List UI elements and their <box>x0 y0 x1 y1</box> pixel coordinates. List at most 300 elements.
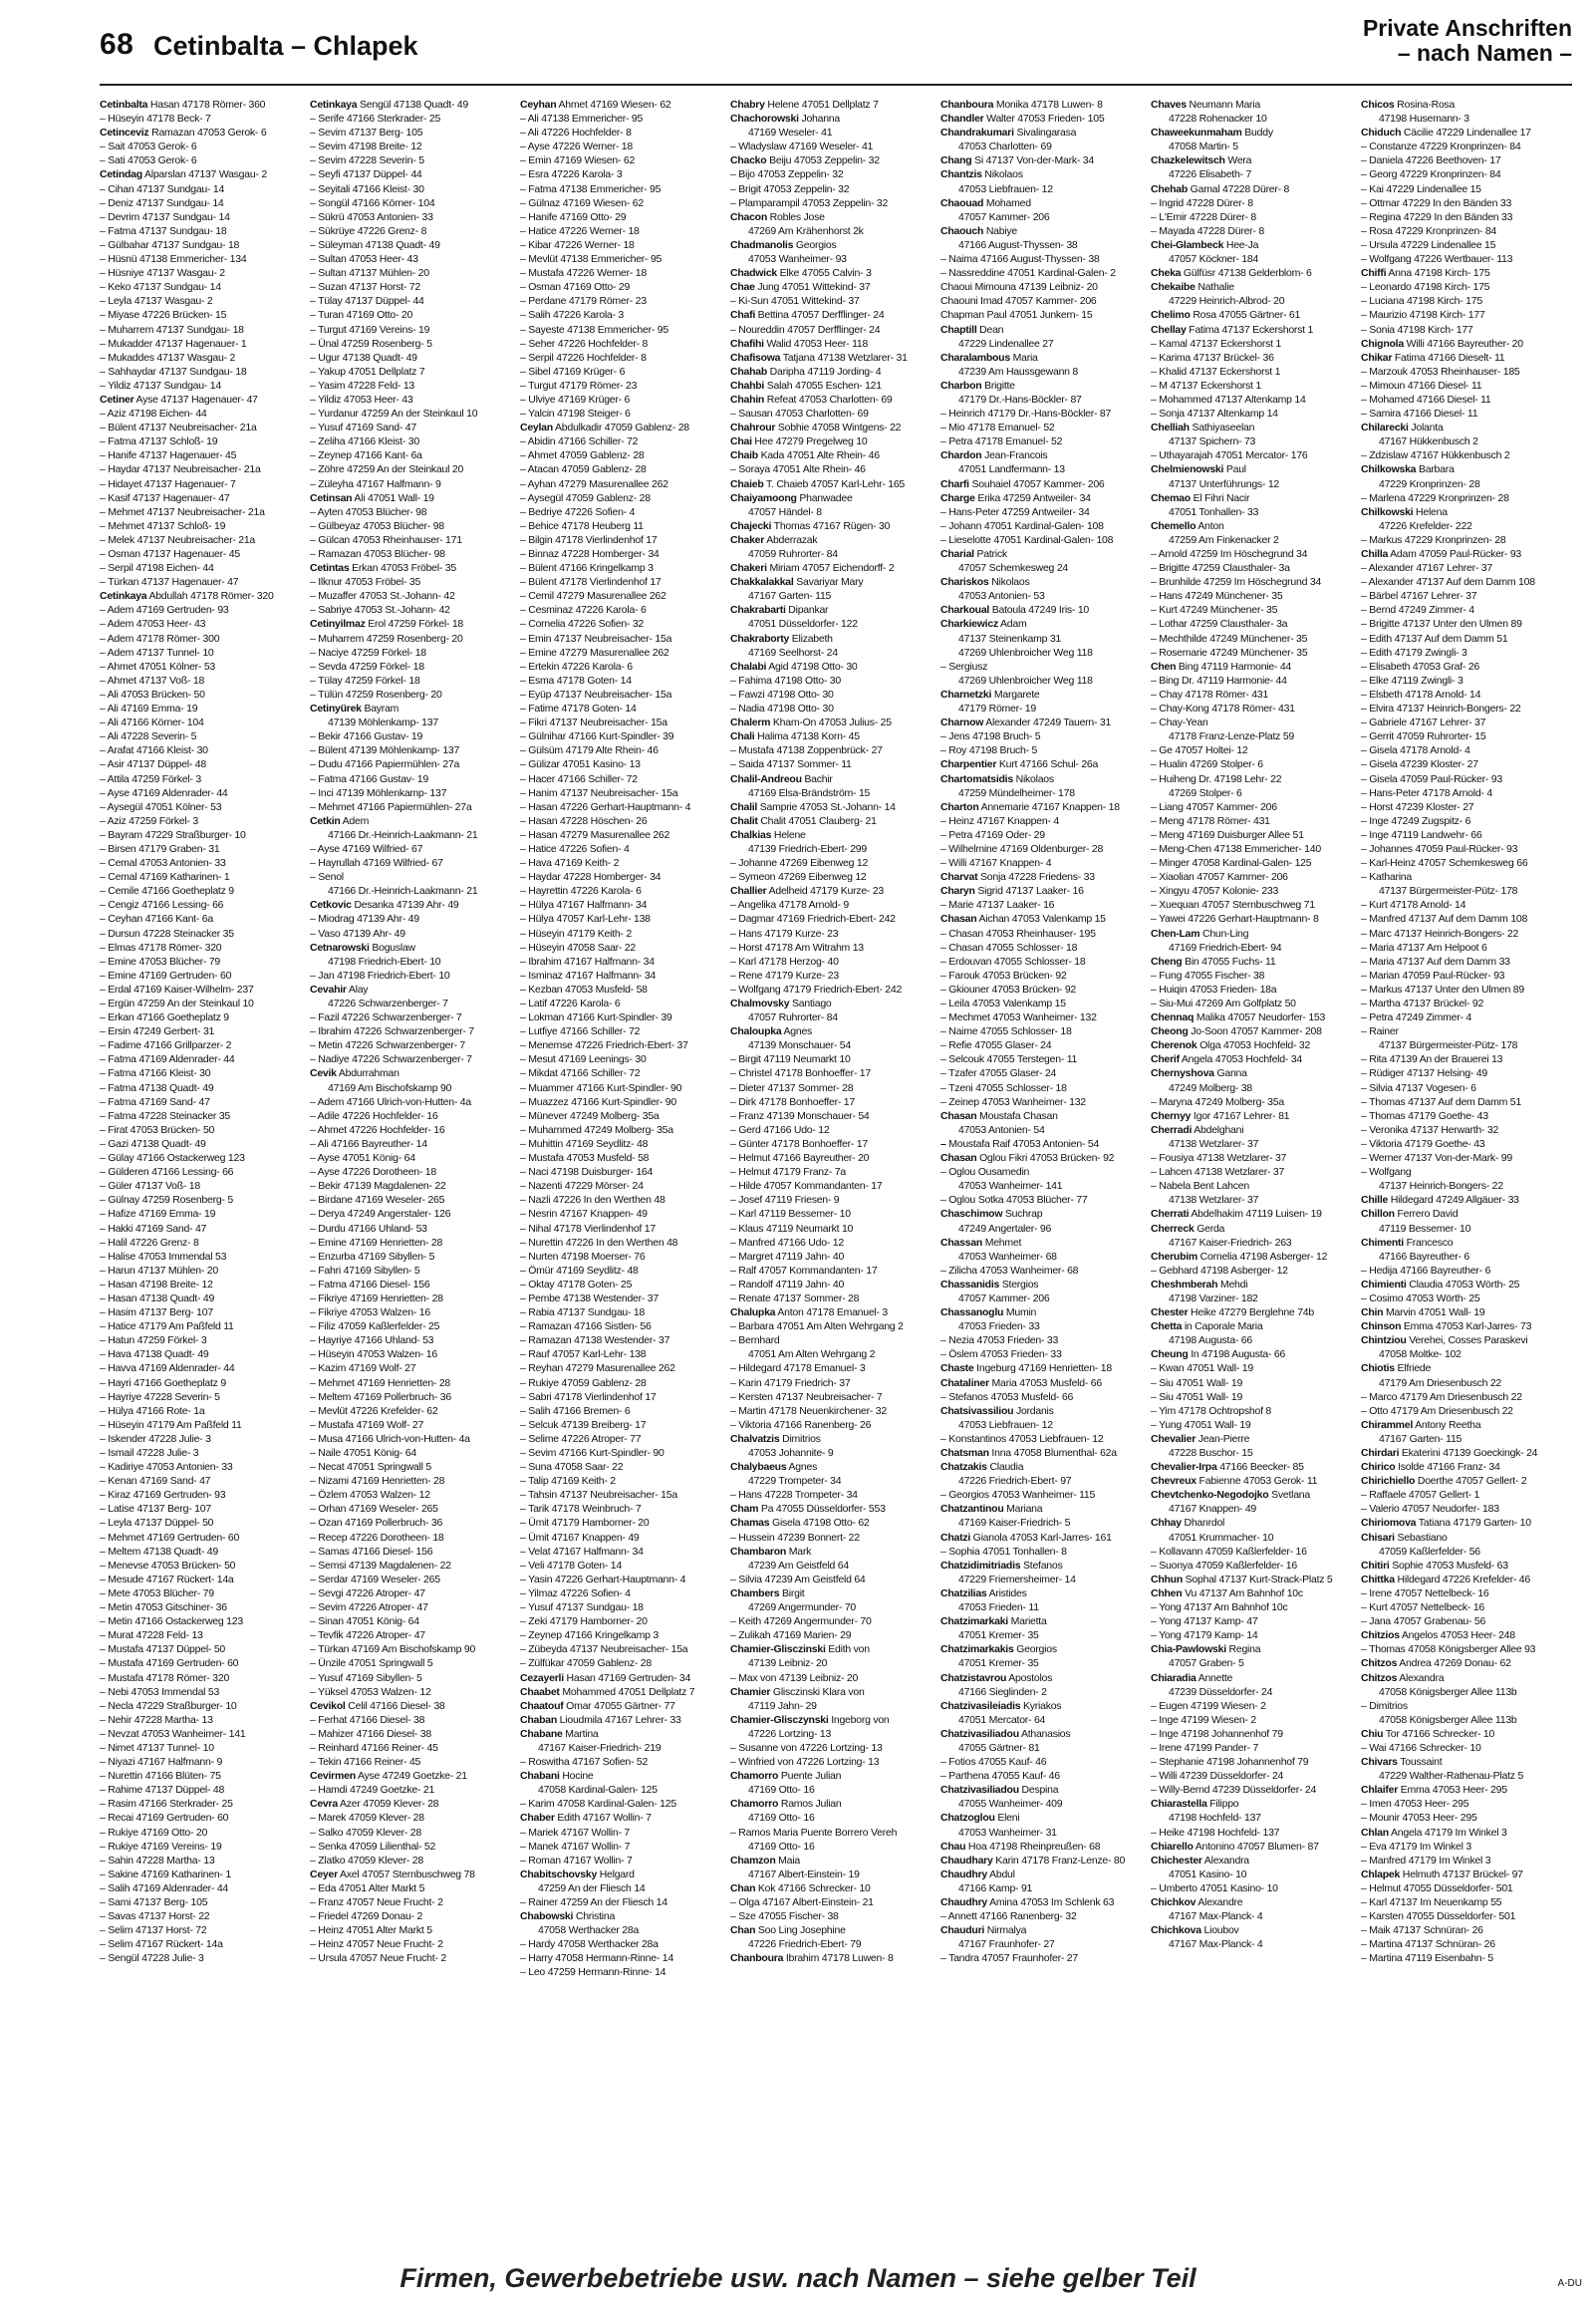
directory-entry: – Fatma 47138 Quadt- 49 <box>100 1081 214 1094</box>
directory-entry: – Willi 47239 Düsseldorfer- 24 <box>1151 1770 1284 1783</box>
directory-entry: – Xiaolian 47057 Kammer- 206 <box>1151 871 1288 884</box>
directory-entry: – Ki-Sun 47051 Wittekind- 37 <box>730 295 860 308</box>
directory-entry-surname: Chaschimow Suchrap <box>940 1208 1043 1221</box>
directory-entry: – Siu 47051 Wall- 19 <box>1151 1390 1243 1403</box>
directory-entry: – Fotios 47055 Kauf- 46 <box>940 1756 1047 1769</box>
directory-entry: – Selcouk 47055 Terstegen- 11 <box>940 1053 1078 1066</box>
directory-entry: – Aysegül 47051 Kölner- 53 <box>100 800 222 813</box>
directory-entry: – Emine 47169 Henrietten- 28 <box>310 1236 443 1249</box>
directory-entry-surname: Chlaifer Emma 47053 Heer- 295 <box>1361 1784 1507 1797</box>
directory-entry: 47057 Schemkesweg 24 <box>958 562 1068 575</box>
directory-entry-surname: Chlapek Helmuth 47137 Brückel- 97 <box>1361 1867 1523 1880</box>
directory-entry-surname: Chazkelewitsch Wera <box>1151 154 1252 167</box>
directory-entry: 47226 Lortzing- 13 <box>748 1727 832 1740</box>
directory-entry-surname: Cetiner Ayse 47137 Hagenauer- 47 <box>100 393 258 406</box>
directory-entry: – Hüseyin 47053 Walzen- 16 <box>310 1348 437 1361</box>
directory-entry: – Saida 47137 Sommer- 11 <box>730 758 852 771</box>
directory-entry: 47166 Bayreuther- 6 <box>1379 1250 1469 1263</box>
directory-entry: 47057 Köckner- 184 <box>1169 253 1259 266</box>
directory-entry: – Thomas 47137 Auf dem Damm 51 <box>1361 1095 1521 1108</box>
directory-entry: – Suna 47058 Saar- 22 <box>520 1461 624 1474</box>
directory-entry-surname: Cetinceviz Ramazan 47053 Gerok- 6 <box>100 127 267 140</box>
directory-entry-surname: Chevalier Jean-Pierre <box>1151 1432 1250 1445</box>
directory-entry: – Angelika 47178 Arnold- 9 <box>730 899 850 912</box>
directory-entry: – Keith 47269 Angermunder- 70 <box>730 1615 872 1628</box>
directory-entry: – Emin 47137 Neubreisacher- 15a <box>520 632 672 645</box>
directory-entry: – Zeliha 47166 Kleist- 30 <box>310 435 419 448</box>
directory-entry: – Tülay 47137 Düppel- 44 <box>310 295 424 308</box>
directory-entry: – Gülbeyaz 47053 Blücher- 98 <box>310 519 444 532</box>
directory-entry: 47167 Max-Planck- 4 <box>1169 1938 1263 1951</box>
directory-entry: 47057 Händel- 8 <box>748 505 822 518</box>
directory-entry: – Bülent 47178 Vierlindenhof 17 <box>520 576 662 589</box>
directory-entry-surname: Chilarecki Jolanta <box>1361 422 1444 434</box>
directory-entry: – Mesude 47167 Rückert- 14a <box>100 1573 234 1585</box>
directory-entry-surname: Chakeri Miriam 47057 Eichendorff- 2 <box>730 562 895 575</box>
directory-entry: – Salih 47166 Bremen- 6 <box>520 1404 631 1417</box>
directory-entry-surname: Chicos Rosina-Rosa <box>1361 99 1456 111</box>
directory-entry: – Behice 47178 Heuberg 11 <box>520 519 644 532</box>
directory-entry: – Osman 47169 Otto- 29 <box>520 281 631 294</box>
directory-entry: – Hasan 47228 Höschen- 26 <box>520 814 648 827</box>
directory-entry: – Ottmar 47229 In den Bänden 33 <box>1361 196 1512 209</box>
directory-entry: – Dieter 47137 Sommer- 28 <box>730 1081 854 1094</box>
directory-entry: – Sami 47137 Berg- 105 <box>100 1896 208 1908</box>
directory-entry: – Turan 47169 Otto- 20 <box>310 309 413 322</box>
directory-entry: – Chay 47178 Römer- 431 <box>1151 688 1268 701</box>
directory-entry: – Lokman 47166 Kurt-Spindler- 39 <box>520 1011 672 1024</box>
directory-entry: 47198 Friedrich-Ebert- 10 <box>328 955 441 968</box>
directory-entry-surname: Charkiewicz Adam <box>940 618 1027 631</box>
directory-entry: – Menevse 47053 Brücken- 50 <box>100 1559 236 1572</box>
directory-entry: – Marian 47059 Paul-Rücker- 93 <box>1361 969 1505 982</box>
directory-entry: – Naciye 47259 Förkel- 18 <box>310 646 426 659</box>
directory-entry: 47179 Dr.-Hans-Böckler- 87 <box>958 393 1082 406</box>
directory-entry-surname: Chambaron Mark <box>730 1545 812 1558</box>
directory-entry: – Seyfi 47137 Düppel- 44 <box>310 168 422 181</box>
directory-entry: 47139 Friedrich-Ebert- 299 <box>748 842 867 855</box>
directory-entry: – Adile 47226 Hochfelder- 16 <box>310 1109 438 1122</box>
directory-entry: – Muzaffer 47053 St.-Johann- 42 <box>310 590 455 603</box>
directory-entry: – Aziz 47198 Eichen- 44 <box>100 408 207 421</box>
directory-entry: – Sonia 47198 Kirch- 177 <box>1361 323 1473 336</box>
directory-entry: – Willi 47167 Knappen- 4 <box>940 857 1052 870</box>
directory-entry-surname: Chakraborty Elizabeth <box>730 632 833 645</box>
directory-entry: – Karl 47137 Im Neuenkamp 55 <box>1361 1896 1502 1908</box>
directory-entry-surname: Chernyshova Ganna <box>1151 1067 1247 1080</box>
directory-entry: – Eda 47051 Alter Markt 5 <box>310 1881 425 1894</box>
directory-entry: – Minger 47058 Kardinal-Galen- 125 <box>1151 857 1312 870</box>
directory-entry-surname: Cham Pa 47055 Düsseldorfer- 553 <box>730 1503 886 1516</box>
directory-entry: – Gebhard 47198 Asberger- 12 <box>1151 1264 1288 1277</box>
directory-entry: – Salih 47226 Karola- 3 <box>520 309 624 322</box>
directory-entry: – Meltem 47138 Quadt- 49 <box>100 1545 218 1558</box>
directory-entry: – Wladyslaw 47169 Weseler- 41 <box>730 141 874 153</box>
directory-entry: – Eyüp 47137 Neubreisacher- 15a <box>520 688 672 701</box>
directory-entry: – Friedel 47269 Donau- 2 <box>310 1910 423 1923</box>
directory-entry-surname: Chalvatzis Dimitrios <box>730 1432 821 1445</box>
directory-entry: – Sausan 47053 Charlotten- 69 <box>730 408 869 421</box>
directory-entry: – Günter 47178 Bonhoeffer- 17 <box>730 1137 868 1150</box>
directory-entry: – Jan 47198 Friedrich-Ebert- 10 <box>310 969 450 982</box>
directory-entry: 47053 Wanheimer- 141 <box>958 1180 1063 1193</box>
directory-entry: – Max von 47139 Leibniz- 20 <box>730 1671 859 1684</box>
directory-entry: – Fikriye 47053 Walzen- 16 <box>310 1306 430 1319</box>
directory-entry: – Brigitte 47137 Unter den Ulmen 89 <box>1361 618 1522 631</box>
directory-entry: – Hava 47138 Quadt- 49 <box>100 1348 209 1361</box>
directory-entry: – Fatma 47138 Emmericher- 95 <box>520 182 662 195</box>
directory-entry: – Sabriye 47053 St.-Johann- 42 <box>310 604 450 617</box>
directory-entry: – Karim 47058 Kardinal-Galen- 125 <box>520 1798 676 1811</box>
directory-entry-surname: Chetta in Caporale Maria <box>1151 1320 1263 1333</box>
directory-entry-surname: Chadmanolis Georgios <box>730 238 837 251</box>
directory-entry: – Muhammed 47249 Molberg- 35a <box>520 1123 673 1136</box>
directory-entry: – Brigit 47053 Zeppelin- 32 <box>730 182 850 195</box>
directory-entry-surname: Charyn Sigrid 47137 Laaker- 16 <box>940 885 1084 898</box>
directory-entry: – Tevfik 47226 Atroper- 47 <box>310 1629 425 1642</box>
directory-entry: – Süleyman 47138 Quadt- 49 <box>310 238 440 251</box>
directory-entry-surname: Chilkowska Barbara <box>1361 463 1455 476</box>
directory-entry: 47058 Werthacker 28a <box>538 1924 640 1937</box>
directory-entry: Chaouni Imad 47057 Kammer- 206 <box>940 295 1097 308</box>
directory-entry: – Tülün 47259 Rosenberg- 20 <box>310 688 442 701</box>
directory-entry-surname: Cetintas Erkan 47053 Fröbel- 35 <box>310 562 456 575</box>
directory-entry: – Nehir 47228 Martha- 13 <box>100 1713 213 1726</box>
directory-entry: 47055 Gärtner- 81 <box>958 1741 1040 1754</box>
directory-entry-surname: Chiriomova Tatiana 47179 Garten- 10 <box>1361 1517 1531 1530</box>
directory-entry: 47167 Kaiser-Friedrich- 263 <box>1169 1236 1292 1249</box>
directory-entry: Chapman Paul 47051 Junkern- 15 <box>940 309 1093 322</box>
directory-entry-surname: Chassanidis Stergios <box>940 1278 1039 1291</box>
directory-entry: – Ayse 47051 König- 64 <box>310 1152 415 1165</box>
directory-entry: – Musa 47166 Ulrich-von-Hutten- 4a <box>310 1432 470 1445</box>
directory-entry: – Turgut 47169 Vereins- 19 <box>310 323 430 336</box>
directory-entry-surname: Chanboura Monika 47178 Luwen- 8 <box>940 99 1103 111</box>
directory-entry: – Randolf 47119 Jahn- 40 <box>730 1278 845 1291</box>
directory-entry: – Elvira 47137 Heinrich-Bongers- 22 <box>1361 703 1521 716</box>
directory-entry-surname: Cheng Bin 47055 Fuchs- 11 <box>1151 955 1276 968</box>
directory-entry: – Cihan 47137 Sundgau- 14 <box>100 182 225 195</box>
directory-entry: – Kasif 47137 Hagenauer- 47 <box>100 491 230 504</box>
directory-entry: – Suonya 47059 Kaßlerfelder- 16 <box>1151 1559 1297 1572</box>
directory-entry: 47166 Dr.-Heinrich-Laakmann- 21 <box>328 828 478 841</box>
directory-entry-surname: Chabane Martina <box>520 1727 599 1740</box>
directory-entry-surname: Chelliah Sathiyaseelan <box>1151 422 1255 434</box>
directory-entry-surname: Chantzis Nikolaos <box>940 168 1023 181</box>
directory-entry: 47198 Varziner- 182 <box>1169 1292 1258 1304</box>
directory-entry: – Brigitte 47259 Clausthaler- 3a <box>1151 562 1290 575</box>
directory-entry: – Muammer 47166 Kurt-Spindler- 90 <box>520 1081 682 1094</box>
directory-entry: – L'Emir 47228 Dürer- 8 <box>1151 210 1256 223</box>
directory-entry-surname: Chahin Refeat 47053 Charlotten- 69 <box>730 393 893 406</box>
directory-entry-surname: Chatzidimitriadis Stefanos <box>940 1559 1063 1572</box>
directory-entry: – Naci 47198 Duisburger- 164 <box>520 1166 654 1179</box>
directory-entry: – Petra 47169 Oder- 29 <box>940 828 1045 841</box>
directory-entry-surname: Chabitschovsky Helgard <box>520 1867 635 1880</box>
directory-entry: – Asir 47137 Düppel- 48 <box>100 758 206 771</box>
directory-entry: – Karl 47178 Herzog- 40 <box>730 955 839 968</box>
section-title-line2: – nach Namen – <box>1397 40 1572 66</box>
directory-entry-surname: Cevirmen Ayse 47249 Goetzke- 21 <box>310 1770 467 1783</box>
directory-entry-surname: Cezayerli Hasan 47169 Gertruden- 34 <box>520 1671 691 1684</box>
directory-entry: – Liang 47057 Kammer- 206 <box>1151 800 1277 813</box>
directory-entry-surname: Cheong Jo-Soon 47057 Kammer- 208 <box>1151 1025 1322 1038</box>
directory-entry: – Dudu 47166 Papiermühlen- 27a <box>310 758 460 771</box>
directory-entry: – Hayriye 47228 Severin- 5 <box>100 1390 220 1403</box>
directory-entry: – Gkiouner 47053 Brücken- 92 <box>940 983 1077 996</box>
directory-entry: – Hans 47179 Kurze- 23 <box>730 927 839 940</box>
directory-entry: 47137 Bürgermeister-Pütz- 178 <box>1379 1039 1518 1052</box>
directory-entry: – Erdouvan 47055 Schlosser- 18 <box>940 955 1086 968</box>
directory-entry: – Wolfgang <box>1361 1166 1412 1179</box>
directory-entry: – Hüsniye 47137 Wasgau- 2 <box>100 267 225 280</box>
directory-entry: – Ugur 47138 Quadt- 49 <box>310 351 417 364</box>
directory-entry: – Yusuf 47137 Sundgau- 18 <box>520 1601 644 1614</box>
directory-entry-surname: Chillon Ferrero David <box>1361 1208 1459 1221</box>
directory-entry: – Mehmet 47137 Neubreisacher- 21a <box>100 505 265 518</box>
directory-entry-surname: Chiffi Anna 47198 Kirch- 175 <box>1361 267 1490 280</box>
directory-entry-surname: Cherradi Abdelghani <box>1151 1123 1244 1136</box>
directory-entry: – Zeki 47179 Hamborner- 20 <box>520 1615 648 1628</box>
directory-entry: – Serife 47166 Sterkrader- 25 <box>310 113 441 126</box>
directory-entry: – Havva 47169 Aldenrader- 44 <box>100 1362 235 1375</box>
directory-entry: – Emine 47169 Gertruden- 60 <box>100 969 232 982</box>
directory-entry-surname: Chardon Jean-Francois <box>940 449 1048 462</box>
directory-entry: – Leila 47053 Valenkamp 15 <box>940 998 1066 1009</box>
directory-entry: – Elke 47119 Zwingli- 3 <box>1361 674 1463 687</box>
directory-entry: – Hakki 47169 Sand- 47 <box>100 1222 207 1235</box>
directory-entry: – Emine 47053 Blücher- 79 <box>100 955 220 968</box>
directory-entry: – Horst 47239 Kloster- 27 <box>1361 800 1474 813</box>
directory-entry: – Nizami 47169 Henrietten- 28 <box>310 1475 445 1488</box>
directory-entry-surname: Cetinbalta Hasan 47178 Römer- 360 <box>100 99 266 111</box>
directory-entry-surname: Chehab Gamal 47228 Dürer- 8 <box>1151 182 1290 195</box>
directory-entry: – Heinz 47167 Knappen- 4 <box>940 814 1059 827</box>
directory-entry-surname: Chaban Lioudmila 47167 Lehrer- 33 <box>520 1713 681 1726</box>
directory-entry: – Kwan 47051 Wall- 19 <box>1151 1362 1253 1375</box>
directory-entry-surname: Cherenok Olga 47053 Hochfeld- 32 <box>1151 1039 1311 1052</box>
directory-entry: – Josef 47119 Friesen- 9 <box>730 1194 840 1207</box>
directory-entry: – Mohammed 47137 Altenkamp 14 <box>1151 393 1306 406</box>
directory-entry: – Erkan 47166 Goetheplatz 9 <box>100 1011 229 1024</box>
directory-entry-surname: Chaber Edith 47167 Wollin- 7 <box>520 1812 652 1825</box>
directory-entry: 47051 Kremer- 35 <box>958 1657 1039 1670</box>
directory-entry-surname: Chatzoglou Eleni <box>940 1812 1020 1825</box>
directory-column-3 <box>520 98 727 2270</box>
directory-entry: – Ramazan 47053 Blücher- 98 <box>310 548 445 560</box>
directory-entry: – Hans 47228 Trompeter- 34 <box>730 1489 858 1502</box>
directory-entry: – Ahmet 47059 Gablenz- 28 <box>520 449 645 462</box>
directory-entry-surname: Chatzimarkakis Georgios <box>940 1643 1057 1656</box>
directory-entry-surname: Chitiri Sophie 47053 Musfeld- 63 <box>1361 1559 1508 1572</box>
directory-entry: – Bilgin 47178 Vierlindenhof 17 <box>520 533 658 546</box>
directory-entry: – Willy-Bernd 47239 Düsseldorfer- 24 <box>1151 1784 1317 1797</box>
directory-entry: – Ismail 47228 Julie- 3 <box>100 1447 199 1459</box>
directory-entry: – Wolfgang 47226 Wertbauer- 113 <box>1361 253 1513 266</box>
directory-entry: – Rosa 47229 Kronprinzen- 84 <box>1361 224 1497 237</box>
directory-entry: – Hacer 47166 Schiller- 72 <box>520 772 638 785</box>
directory-entry: – Adem 47178 Römer- 300 <box>100 632 220 645</box>
directory-entry: 47051 Mercator- 64 <box>958 1713 1046 1726</box>
directory-entry: – Daniela 47226 Beethoven- 17 <box>1361 154 1501 167</box>
directory-entry: – Senol <box>310 871 344 884</box>
directory-entry-surname: Chaweekunmaham Buddy <box>1151 127 1273 140</box>
directory-entry: – Fatma 47137 Sundgau- 18 <box>100 224 227 237</box>
directory-entry-surname: Charnow Alexander 47249 Tauern- 31 <box>940 717 1112 729</box>
directory-entry: – Sevim 47198 Breite- 12 <box>310 141 422 153</box>
directory-entry: – Nebi 47053 Immendal 53 <box>100 1685 220 1698</box>
directory-entry-surname: Chirico Isolde 47166 Franz- 34 <box>1361 1461 1500 1474</box>
directory-entry: 47239 Am Geistfeld 64 <box>748 1559 849 1572</box>
directory-entry: – Constanze 47229 Kronprinzen- 84 <box>1361 141 1521 153</box>
directory-entry-surname: Chalybaeus Agnes <box>730 1461 818 1474</box>
directory-entry: – Inge 47199 Wiesen- 2 <box>1151 1713 1256 1726</box>
directory-entry: – Ulviye 47169 Krüger- 6 <box>520 393 631 406</box>
directory-entry: – Stefanos 47053 Musfeld- 66 <box>940 1390 1074 1403</box>
directory-entry: – Esra 47226 Karola- 3 <box>520 168 623 181</box>
directory-entry: – Marzouk 47053 Rheinhauser- 185 <box>1361 365 1520 378</box>
directory-entry: – Ali 47226 Hochfelder- 8 <box>520 127 632 140</box>
directory-entry: – Nadiye 47226 Schwarzenberger- 7 <box>310 1053 472 1066</box>
directory-entry: 47057 Graben- 5 <box>1169 1657 1244 1670</box>
directory-entry-surname: Cetnarowski Boguslaw <box>310 941 415 954</box>
directory-entry: – Isminaz 47167 Halfmann- 34 <box>520 969 656 982</box>
directory-entry: – Meltem 47169 Pollerbruch- 36 <box>310 1390 451 1403</box>
directory-entry: – Muhittin 47169 Seydlitz- 48 <box>520 1137 649 1150</box>
directory-entry: – Niyazi 47167 Halfmann- 9 <box>100 1756 223 1769</box>
directory-entry: – Rüdiger 47137 Helsing- 49 <box>1361 1067 1487 1080</box>
directory-entry-surname: Chajecki Thomas 47167 Rügen- 30 <box>730 519 891 532</box>
directory-entry: – Bekir 47166 Gustav- 19 <box>310 730 423 743</box>
directory-entry: – Soraya 47051 Alte Rhein- 46 <box>730 463 866 476</box>
directory-entry: – Roman 47167 Wollin- 7 <box>520 1854 633 1867</box>
directory-entry: – Adem 47137 Tunnel- 10 <box>100 646 214 659</box>
directory-entry: – Umberto 47051 Kasino- 10 <box>1151 1881 1278 1894</box>
directory-entry-surname: Chatsivassiliou Jordanis <box>940 1404 1054 1417</box>
directory-entry-surname: Chintziou Verehei, Cosses Paraskevi <box>1361 1334 1528 1347</box>
directory-entry: – Gisela 47178 Arnold- 4 <box>1361 744 1470 757</box>
directory-entry: – Kollavann 47059 Kaßlerfelder- 16 <box>1151 1545 1307 1558</box>
directory-entry: – Nurten 47198 Moerser- 76 <box>520 1250 646 1263</box>
directory-entry: 47166 Dr.-Heinrich-Laakmann- 21 <box>328 885 478 898</box>
directory-entry-surname: Chatzi Gianola 47053 Karl-Jarres- 161 <box>940 1531 1112 1544</box>
directory-entry: – Güler 47137 Voß- 18 <box>100 1180 200 1193</box>
directory-entry: – Gülnihar 47166 Kurt-Spindler- 39 <box>520 730 674 743</box>
directory-entry: – Meng 47178 Römer- 431 <box>1151 814 1270 827</box>
directory-entry-surname: Chau Hoa 47198 Rheinpreußen- 68 <box>940 1840 1101 1853</box>
directory-entry: – Ayten 47053 Blücher- 98 <box>310 505 427 518</box>
directory-entry-surname: Chaieb T. Chaieb 47057 Karl-Lehr- 165 <box>730 477 906 490</box>
directory-entry: – Miodrag 47139 Ahr- 49 <box>310 913 419 926</box>
directory-entry: – Lieselotte 47051 Kardinal-Galen- 108 <box>940 533 1114 546</box>
directory-entry: – Savas 47137 Horst- 22 <box>100 1910 210 1923</box>
directory-entry: – Mevlüt 47226 Krefelder- 62 <box>310 1404 438 1417</box>
directory-entry: – Johanne 47269 Eibenweg 12 <box>730 857 869 870</box>
directory-entry-surname: Chevalier-Irpa 47166 Beecker- 85 <box>1151 1461 1304 1474</box>
directory-entry-surname: – Moustafa Raif 47053 Antonien- 54 <box>940 1137 1100 1150</box>
directory-entry: 47137 Steinenkamp 31 <box>958 632 1061 645</box>
directory-entry: – Refie 47055 Glaser- 24 <box>940 1039 1052 1052</box>
directory-entry-surname: Chamier-Glisczynski Ingeborg von <box>730 1713 890 1726</box>
directory-entry: – Harry 47058 Hermann-Rinne- 14 <box>520 1952 673 1965</box>
directory-entry: – Brunhilde 47259 Im Höschegrund 34 <box>1151 576 1322 589</box>
directory-entry: – Mechthilde 47249 Münchener- 35 <box>1151 632 1308 645</box>
directory-entry: – Sevda 47259 Förkel- 18 <box>310 660 424 673</box>
directory-entry: – Marek 47059 Klever- 28 <box>310 1812 424 1825</box>
directory-entry: – Sze 47055 Fischer- 38 <box>730 1910 839 1923</box>
directory-entry: – Mimoun 47166 Diesel- 11 <box>1361 379 1482 392</box>
directory-entry: – Mustafa 47169 Gertruden- 60 <box>100 1657 239 1670</box>
directory-entry-surname: Chatzivasiliadou Despina <box>940 1784 1059 1797</box>
directory-entry-surname: Cetkin Adem <box>310 814 370 827</box>
directory-entry: – Firat 47053 Brücken- 50 <box>100 1123 215 1136</box>
directory-entry: – Mustafa 47137 Düppel- 50 <box>100 1643 226 1656</box>
directory-entry: – Meng-Chen 47138 Emmericher- 140 <box>1151 842 1321 855</box>
directory-entry-surname: Chelimo Rosa 47055 Gärtner- 61 <box>1151 309 1301 322</box>
directory-entry: – Fatma 47166 Diesel- 156 <box>310 1278 430 1291</box>
directory-entry: – Yong 47137 Kamp- 47 <box>1151 1615 1258 1628</box>
directory-entry: – Elsbeth 47178 Arnold- 14 <box>1361 688 1481 701</box>
directory-entry: – Hasan 47279 Masurenallee 262 <box>520 828 670 841</box>
directory-entry: – Halil 47226 Grenz- 8 <box>100 1236 199 1249</box>
directory-entry: – Tzeni 47055 Schlosser- 18 <box>940 1081 1067 1094</box>
directory-entry: – Hüsnü 47138 Emmericher- 134 <box>100 253 247 266</box>
directory-entry: – Maryna 47249 Molberg- 35a <box>1151 1095 1284 1108</box>
directory-entry: – Perdane 47179 Römer- 23 <box>520 295 647 308</box>
directory-entry: – Metin 47166 Ostackerweg 123 <box>100 1615 243 1628</box>
directory-entry: – Gerd 47166 Udo- 12 <box>730 1123 830 1136</box>
directory-entry: – Fatma 47166 Gustav- 19 <box>310 772 428 785</box>
section-title <box>1363 16 1572 66</box>
directory-entry: 47226 Krefelder- 222 <box>1379 519 1472 532</box>
directory-entry: 47167 Garten- 115 <box>1379 1432 1463 1445</box>
directory-entry: 47226 Schwarzenberger- 7 <box>328 998 448 1009</box>
directory-entry: – Franz 47139 Monschauer- 54 <box>730 1109 870 1122</box>
directory-entry: 47169 Otto- 16 <box>748 1840 815 1853</box>
directory-entry: – Sakine 47169 Katharinen- 1 <box>100 1867 231 1880</box>
directory-entry-surname: Chasan Moustafa Chasan <box>940 1109 1058 1122</box>
directory-entry-surname: Chatsman Inna 47058 Blumenthal- 62a <box>940 1447 1117 1459</box>
directory-entry: – Zöhre 47259 An der Steinkaul 20 <box>310 463 464 476</box>
directory-entry: – Nurettin 47166 Blüten- 75 <box>100 1770 221 1783</box>
directory-entry: – Fung 47055 Fischer- 38 <box>1151 969 1265 982</box>
directory-entry-surname: Chatzistavrou Apostolos <box>940 1671 1053 1684</box>
directory-entry: – Gülnaz 47169 Wiesen- 62 <box>520 196 644 209</box>
directory-entry: 47051 Düsseldorfer- 122 <box>748 618 858 631</box>
directory-entry: – Kibar 47226 Werner- 18 <box>520 238 635 251</box>
directory-entry: – Ahmet 47226 Hochfelder- 16 <box>310 1123 445 1136</box>
directory-entry: – Bülent 47166 Kringelkamp 3 <box>520 562 654 575</box>
directory-entry: 47058 Moltke- 102 <box>1379 1348 1462 1361</box>
directory-entry-surname: Chevtchenko-Negodojko Svetlana <box>1151 1489 1310 1502</box>
directory-entry: – Sinan 47051 König- 64 <box>310 1615 419 1628</box>
directory-entry: 47269 Angermunder- 70 <box>748 1601 856 1614</box>
directory-entry: – Nurettin 47226 In den Werthen 48 <box>520 1236 678 1249</box>
directory-entry: – Susanne von 47226 Lortzing- 13 <box>730 1741 883 1754</box>
directory-entry: – Oktay 47178 Goten- 25 <box>520 1278 633 1291</box>
directory-entry-surname: Chhay Dhanrdol <box>1151 1517 1225 1530</box>
directory-entry: – Veronika 47137 Herwarth- 32 <box>1361 1123 1499 1136</box>
directory-entry: – Birgit 47119 Neumarkt 10 <box>730 1053 851 1066</box>
directory-entry: 47051 Kremer- 35 <box>958 1629 1039 1642</box>
directory-entry: – Dagmar 47169 Friedrich-Ebert- 242 <box>730 913 896 926</box>
directory-entry: – Karin 47179 Friedrich- 37 <box>730 1376 851 1389</box>
directory-entry: – Hüseyin 47058 Saar- 22 <box>520 941 636 954</box>
directory-entry: 47229 Heinrich-Albrod- 20 <box>1169 295 1285 308</box>
directory-entry: – Yildiz 47053 Heer- 43 <box>310 393 413 406</box>
directory-entry-surname: Challier Adelheid 47179 Kurze- 23 <box>730 885 885 898</box>
directory-entry: – Selcuk 47139 Breiberg- 17 <box>520 1418 647 1431</box>
